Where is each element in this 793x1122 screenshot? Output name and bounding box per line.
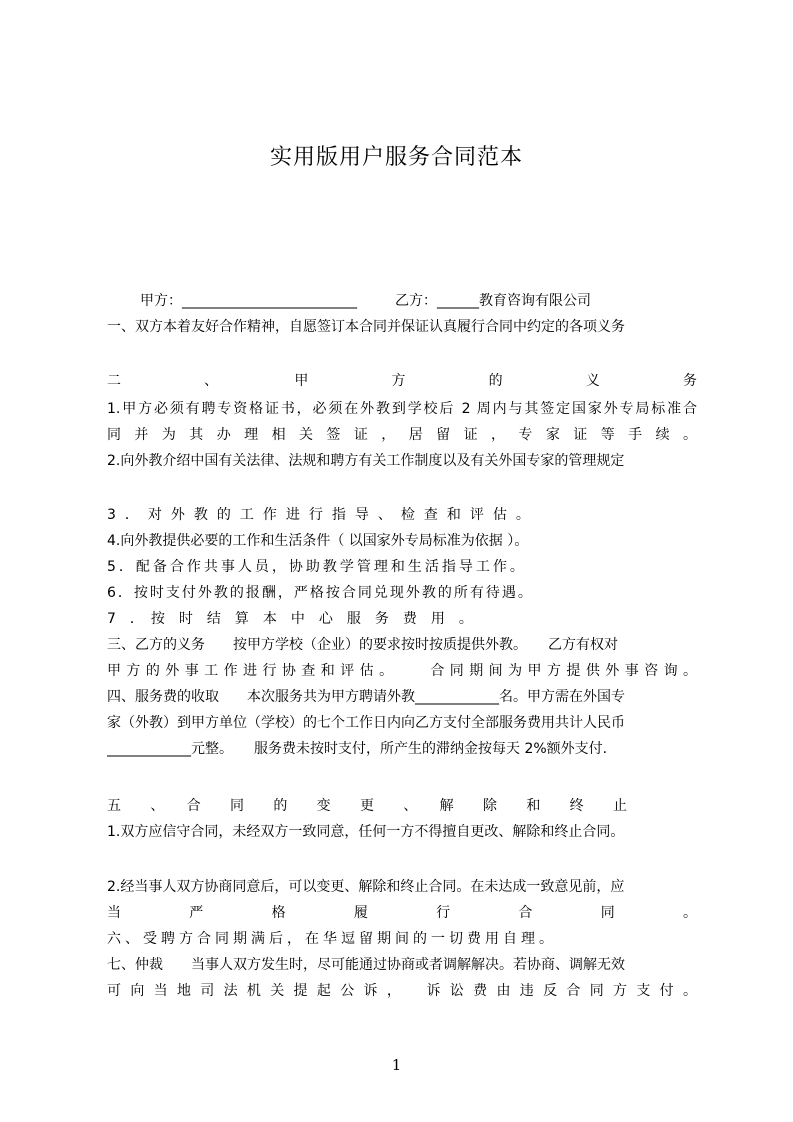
paragraph-line-13: 四、服务费的收取 本次服务共为甲方聘请外教____________名。甲方需在外国专 — [107, 689, 625, 705]
section-heading-2: 二 、 甲 方 的 义 务 — [107, 373, 697, 389]
parties-line — [140, 292, 680, 310]
paragraph-line-18: 2.经当事人双方协商同意后，可以变更、解除和终止合同。在未达成一致意见前，应 — [107, 879, 625, 895]
paragraph-line-11: 三、乙方的义务 按甲方学校（企业）的要求按时按质提供外教。 乙方有权对 — [107, 637, 618, 653]
paragraph-line-22: 可向当地司法机关提起公诉， 诉讼费由违反合同方支付。 — [107, 983, 697, 999]
paragraph-line-14: 家（外教）到甲方单位（学校）的七个工作日内向乙方支付全部服务费用共计人民币 — [107, 715, 625, 731]
page-number: 1 — [391, 1056, 402, 1074]
paragraph-line-10: 7 ． 按 时 结 算 本 中 心 服 务 费 用 。 — [107, 611, 473, 627]
paragraph-line-8: 5．配备合作共事人员，协助教学管理和生活指导工作。 — [107, 559, 527, 575]
document-title: 实用版用户服务合同范本 — [269, 145, 523, 170]
paragraph-line-19: 当 严 格 履 行 合 同 。 — [107, 905, 697, 921]
paragraph-line-20: 六、受聘方合同期满后，在华逗留期间的一切费用自理。 — [107, 931, 557, 947]
paragraph-line-12: 甲方的外事工作进行协查和评估。 合同期间为甲方提供外事咨询。 — [107, 663, 697, 679]
paragraph-line-9: 6．按时支付外教的报酬，严格按合同兑现外教的所有待遇。 — [107, 585, 534, 601]
paragraph-line-21: 七、仲裁 当事人双方发生时，尽可能通过协商或者调解解决。若协商、调解无效 — [107, 957, 625, 973]
paragraph-line-7: 4.向外教提供必要的工作和生活条件（ 以国家外专局标准为依据 ）。 — [107, 533, 529, 549]
paragraph-line-15: ____________元整。 服务费未按时支付，所产生的滞纳金按每天 2%额外支付. — [107, 741, 608, 757]
paragraph-line-6: 3．对外教的工作进行指导、检查和评估。 — [107, 507, 539, 523]
paragraph-line-3: 1.甲方必须有聘专资格证书，必须在外教到学校后 2 周内与其签定国家外专局标准合 — [107, 401, 697, 417]
paragraph-line-1: 一、双方本着友好合作精神，自愿签订本合同并保证认真履行合同中约定的各项义务 — [107, 319, 625, 335]
paragraph-line-5: 2.向外教介绍中国有关法律、法规和聘方有关工作制度以及有关外国专家的管理规定 — [107, 453, 625, 469]
party-a: 甲方：_________________________ — [140, 293, 357, 309]
paragraph-line-4: 同并为其办理相关签证，居留证，专家证等手续。 — [107, 427, 697, 443]
section-heading-5: 五 、 合 同 的 变 更 、 解 除 和 终 止 — [107, 798, 627, 814]
party-b: 乙方：______教育咨询有限公司 — [395, 293, 591, 309]
paragraph-line-17: 1.双方应信守合同，未经双方一致同意，任何一方不得擅自更改、解除和终止合同。 — [107, 824, 625, 840]
